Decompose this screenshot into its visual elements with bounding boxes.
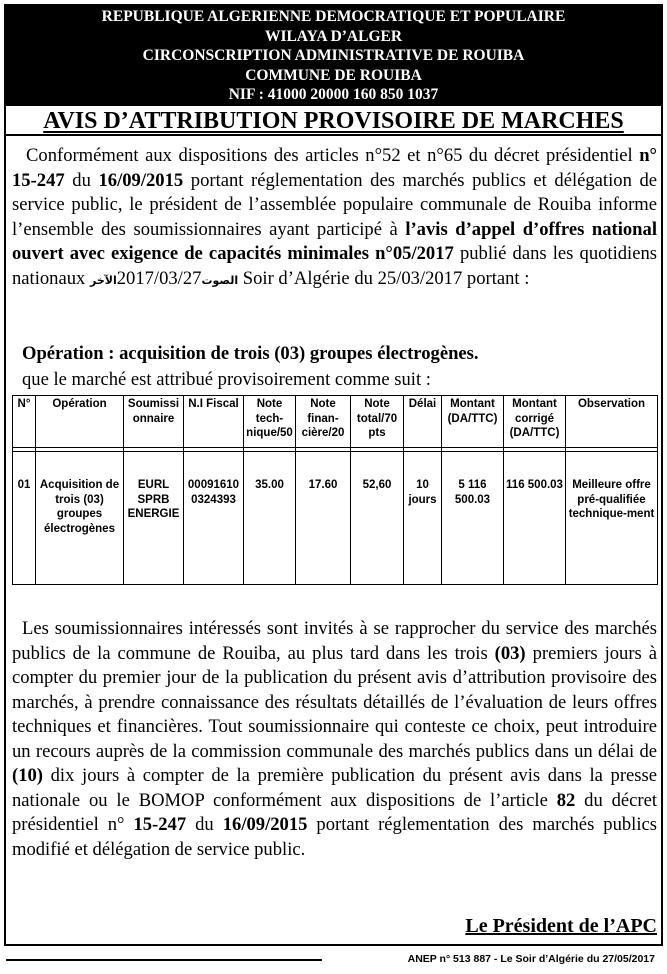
header-cell: Montant corrigé (DA/TTC) — [504, 396, 566, 448]
closing-t5: du — [186, 814, 223, 835]
intro-decree-number: n° 15-247 — [12, 145, 657, 191]
operation-line: Opération : acquisition de trois (03) groupes électrogènes. — [22, 343, 479, 364]
closing-t3: dix jours à compter de la première publication du présent avis dans la presse nationale ou le BOMOP conformément aux dispositions de l’article — [12, 765, 657, 811]
header-block — [6, 6, 661, 106]
table-cell: EURL SPRB ENERGIE — [124, 452, 184, 585]
closing-t1: Les soumissionnaires intéressés sont invités à se rapprocher du service des marchés publics de la commune de Rouiba, au plus tard dans les trois — [12, 618, 657, 664]
intro-arabic-newspaper-2: الآخر — [89, 273, 117, 287]
header-cell: Montant (DA/TTC) — [442, 396, 504, 448]
header-cell: Opération — [36, 396, 124, 448]
intro-arabic-newspaper-1: الصوت — [201, 273, 239, 287]
header-cell: Soumissi onnaire — [124, 396, 184, 448]
header-cell: Délai — [404, 396, 442, 448]
intro-t2: du — [64, 169, 99, 191]
closing-paragraph — [12, 617, 657, 862]
header-commune: COMMUNE DE ROUIBA — [245, 66, 422, 84]
closing-t4: du décret présidentiel n° — [12, 789, 657, 835]
anep-divider — [6, 959, 322, 961]
intro-tender-reference: l’avis d’appel d’offres national ouvert avec exigence de capacités minimales n°05/2017 — [12, 218, 657, 264]
anep-reference: ANEP n° 513 887 - Le Soir d’Algérie du 27/05/2017 — [407, 953, 655, 965]
header-cell: Note finan-cière/20 — [296, 396, 351, 448]
header-nif: NIF : 41000 20000 160 850 1037 — [228, 86, 439, 103]
intro-decree-date: 16/09/2015 — [98, 169, 184, 191]
header-cell: Note total/70 pts — [351, 396, 404, 448]
signature: Le Président de l’APC — [465, 915, 657, 937]
table-header-row — [13, 396, 658, 448]
attribution-line: que le marché est attribué provisoirement comme suit : — [22, 369, 431, 390]
intro-t3: portant réglementation des marchés publics et délégation de service public, le président de l’assemblée populaire communale de Rouiba informe l’ensemble des soumissionnaires ayant participé à — [12, 169, 658, 240]
table-cell: 116 500.03 — [504, 452, 566, 585]
header-cell: N.I Fiscal — [184, 396, 244, 448]
intro-paragraph — [12, 144, 657, 293]
intro-t5: 2017/03/27 — [116, 267, 202, 289]
table-cell: 10 jours — [404, 452, 442, 585]
table-cell: Acquisition de trois (03) groupes électrogènes — [36, 452, 124, 585]
table-cell: 17.60 — [296, 452, 351, 585]
closing-days-10: (10) — [12, 765, 43, 786]
table-cell: 5 116 500.03 — [442, 452, 504, 585]
closing-text — [12, 617, 657, 862]
table-row — [13, 452, 658, 585]
intro-t6: Soir d’Algérie du 25/03/2017 portant : — [238, 267, 530, 289]
closing-decree-number: 15-247 — [133, 814, 187, 835]
header-circonscription: CIRCONSCRIPTION ADMINISTRATIVE DE ROUIBA — [142, 47, 525, 64]
header-cell: N° — [13, 396, 36, 448]
intro-t1: Conformément aux dispositions des articles n°52 et n°65 du décret présidentiel — [26, 145, 640, 166]
table-cell: 35.00 — [244, 452, 296, 585]
header-wilaya: WILAYA D’ALGER — [264, 27, 403, 45]
intro-t4: publié dans les quotidiens nationaux — [12, 243, 657, 289]
intro-text — [12, 144, 657, 293]
closing-t6: portant réglementation des marchés publics modifié et délégation de service public. — [12, 814, 657, 860]
closing-t2: premiers jours à compter du premier jour de la publication du présent avis d’attribution provisoire des marchés, à prendre connaissance des résultats détaillés de l’évaluation de leurs offres techniques et financières. Tout soumissionnaire qui conteste ce choix, peut introduire un recours auprès de la commission communale des marchés publics dans un délai de — [12, 642, 657, 762]
results-table — [12, 395, 658, 585]
table-cell: Meilleure offre pré-qualifiée technique-ment — [566, 452, 658, 585]
closing-decree-date: 16/09/2015 — [222, 814, 308, 835]
header-cell: Note tech-nique/50 — [244, 396, 296, 448]
closing-days-3: (03) — [494, 642, 526, 664]
header-republic: REPUBLIQUE ALGERIENNE DEMOCRATIQUE ET POPULAIRE — [101, 8, 566, 25]
header-cell: Observation — [566, 396, 658, 448]
notice-title: AVIS D’ATTRIBUTION PROVISOIRE DE MARCHES — [43, 108, 624, 134]
table-cell: 01 — [13, 452, 36, 585]
table-cell: 52,60 — [351, 452, 404, 585]
closing-article: 82 — [556, 789, 576, 811]
notice-title-bar — [6, 106, 661, 136]
table-cell: 00091610 0324393 — [184, 452, 244, 585]
